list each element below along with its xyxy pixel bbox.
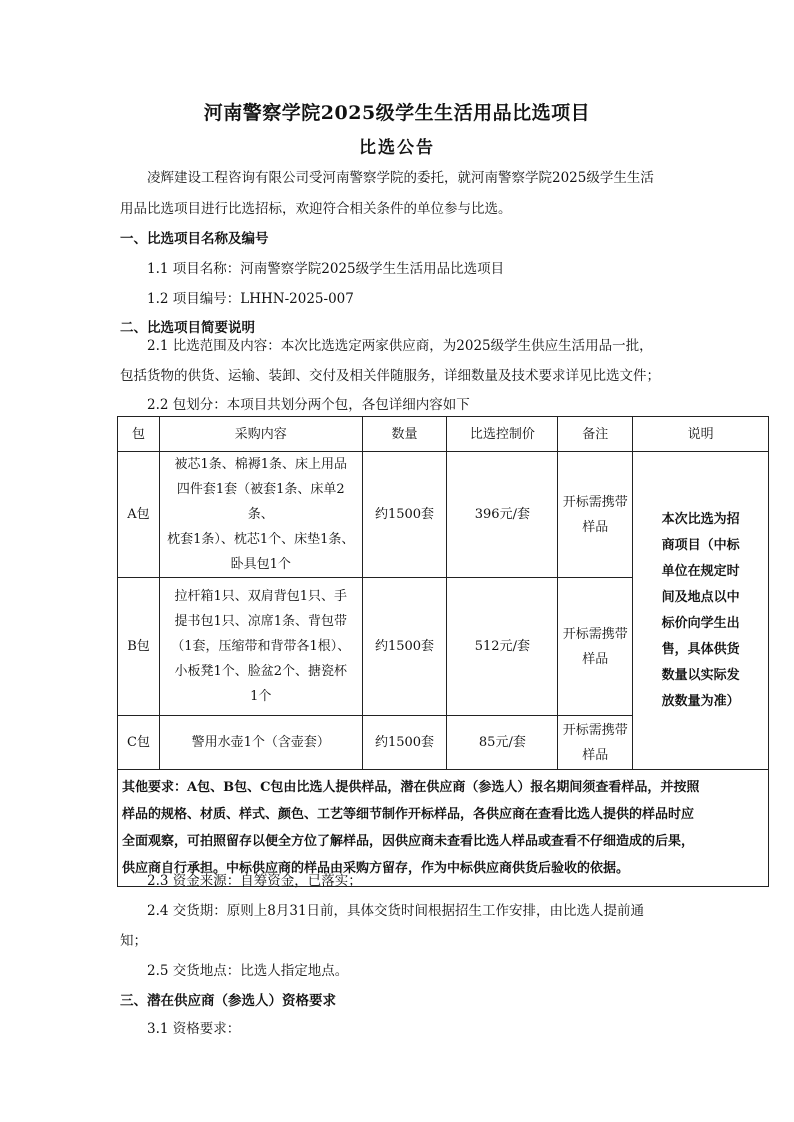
item-2-1-line-1: 2.1 比选范围及内容：本次比选选定两家供应商，为2025级学生供应生活用品一批， xyxy=(147,338,653,354)
description-line: 标价向学生出 xyxy=(661,615,740,631)
header-description: 说明 xyxy=(633,417,769,452)
table-header-row xyxy=(118,417,769,452)
price-cell: 85元/套 xyxy=(447,716,558,770)
header-price: 比选控制价 xyxy=(447,417,558,452)
note-cell xyxy=(558,716,633,770)
content-line: 卧具包1个 xyxy=(230,557,291,572)
section-2-heading: 二、比选项目简要说明 xyxy=(120,320,255,336)
requirement-line: 全面观察，可拍照留存以便全方位了解样品，因供应商未查看比选人样品或查看不仔细造成的后果， xyxy=(122,834,695,849)
content-line: 警用水壶1个（含壶套） xyxy=(191,735,330,750)
note-line: 开标需携带 xyxy=(562,626,628,642)
content-line: 小板凳1个、脸盆2个、搪瓷杯 xyxy=(174,664,348,679)
note-line: 开标需携带 xyxy=(562,494,628,510)
price-cell: 512元/套 xyxy=(447,578,558,716)
content-line: 拉杆箱1只、双肩背包1只、手 xyxy=(174,589,348,604)
note-line: 样品 xyxy=(582,747,609,763)
intro-line-1: 凌辉建设工程咨询有限公司受河南警察学院的委托，就河南警察学院2025级学生生活 xyxy=(147,170,654,186)
content-line: （1套，压缩带和背带各1根）、 xyxy=(171,639,351,654)
description-line: 本次比选为招 xyxy=(661,511,740,527)
description-line: 间及地点以中 xyxy=(661,589,740,605)
content-cell xyxy=(159,452,362,578)
document-title: 河南警察学院2025级学生生活用品比选项目 xyxy=(203,102,591,124)
note-line: 样品 xyxy=(582,519,609,535)
description-line: 放数量为准） xyxy=(661,693,740,709)
item-2-5: 2.5 交货地点：比选人指定地点。 xyxy=(147,963,349,979)
content-line: 被芯1条、棉褥1条、床上用品 xyxy=(174,457,348,472)
note-line: 开标需携带 xyxy=(562,722,628,738)
content-line: 1个 xyxy=(250,689,272,704)
description-line: 单位在规定时 xyxy=(661,563,740,579)
header-package: 包 xyxy=(118,417,160,452)
item-3-1: 3.1 资格要求： xyxy=(147,1021,241,1037)
item-1-1: 1.1 项目名称：河南警察学院2025级学生生活用品比选项目 xyxy=(147,261,505,277)
content-line: 提书包1只、凉席1条、背包带 xyxy=(174,614,348,629)
item-2-3: 2.3 资金来源：自筹资金，已落实； xyxy=(147,873,362,889)
description-line: 售，具体供货 xyxy=(661,641,740,657)
price-cell: 396元/套 xyxy=(447,452,558,578)
item-2-4-line-2: 知； xyxy=(120,933,147,949)
requirement-line: 其他要求：A包、B包、C包由比选人提供样品，潜在供应商（参选人）报名期间须查看样品，并按照 xyxy=(122,780,700,795)
item-2-2: 2.2 包划分：本项目共划分两个包，各包详细内容如下 xyxy=(147,397,470,413)
section-1-heading: 一、比选项目名称及编号 xyxy=(120,231,269,247)
header-quantity: 数量 xyxy=(362,417,447,452)
note-cell xyxy=(558,578,633,716)
other-requirements-row xyxy=(118,770,769,887)
item-2-4-line-1: 2.4 交货期：原则上8月31日前，具体交货时间根据招生工作安排，由比选人提前通 xyxy=(147,903,645,919)
header-content: 采购内容 xyxy=(159,417,362,452)
description-line: 数量以实际发 xyxy=(661,667,740,683)
description-line: 商项目（中标 xyxy=(661,537,740,553)
header-note: 备注 xyxy=(558,417,633,452)
content-line: 枕套1条）、枕芯1个、床垫1条、 xyxy=(167,532,355,547)
quantity-cell: 约1500套 xyxy=(362,452,447,578)
item-2-1-line-2: 包括货物的供货、运输、装卸、交付及相关伴随服务，详细数量及技术要求详见比选文件； xyxy=(120,368,660,384)
content-cell xyxy=(159,578,362,716)
note-cell xyxy=(558,452,633,578)
item-1-2: 1.2 项目编号：LHHN-2025-007 xyxy=(147,291,354,307)
package-cell: C包 xyxy=(118,716,160,770)
content-cell xyxy=(159,716,362,770)
package-cell: A包 xyxy=(118,452,160,578)
quantity-cell: 约1500套 xyxy=(362,578,447,716)
note-line: 样品 xyxy=(582,651,609,667)
requirement-line: 供应商自行承担。中标供应商的样品由采购方留存，作为中标供应商供货后验收的依据。 xyxy=(122,861,630,876)
table-row xyxy=(118,452,769,578)
other-requirements-cell xyxy=(118,770,769,887)
requirement-line: 样品的规格、材质、样式、颜色、工艺等细节制作开标样品，各供应商在查看比选人提供的样品时应 xyxy=(122,807,695,822)
package-table xyxy=(117,416,769,887)
quantity-cell: 约1500套 xyxy=(362,716,447,770)
section-3-heading: 三、潜在供应商（参选人）资格要求 xyxy=(120,993,336,1009)
package-cell: B包 xyxy=(118,578,160,716)
content-line: 四件套1套（被套1条、床单2条、 xyxy=(176,482,345,522)
document-subtitle: 比选公告 xyxy=(359,138,435,158)
description-cell xyxy=(633,452,769,770)
intro-line-2: 用品比选项目进行比选招标，欢迎符合相关条件的单位参与比选。 xyxy=(120,201,512,217)
